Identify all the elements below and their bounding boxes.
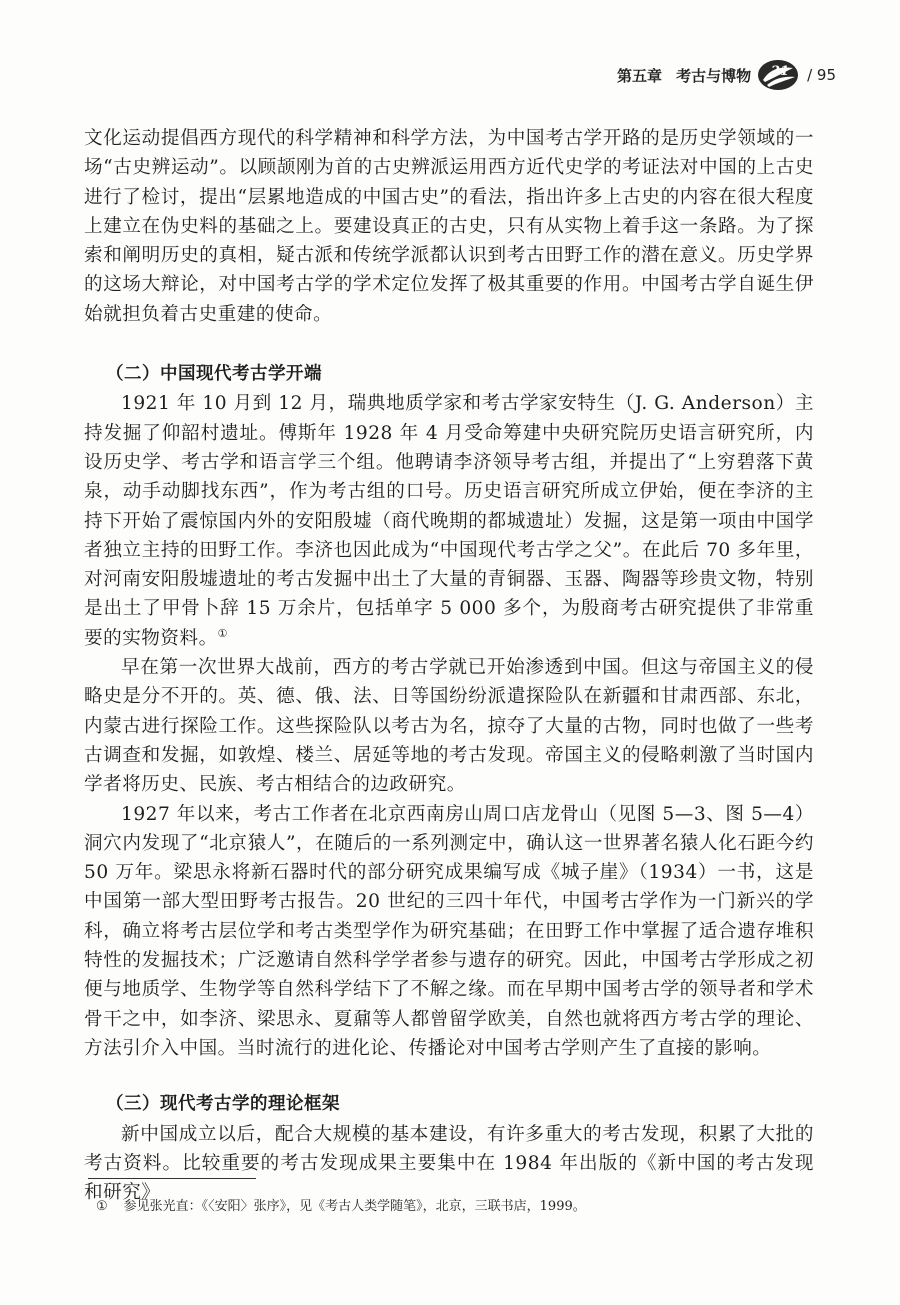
chapter-topic: 考古与博物 <box>676 66 752 85</box>
section-heading-2: （二）中国现代考古学开端 <box>106 364 322 385</box>
svg-text:21: 21 <box>771 64 790 79</box>
running-header <box>617 58 836 92</box>
page-body <box>84 124 814 1207</box>
paragraph-continuation: 文化运动提倡西方现代的科学精神和科学方法，为中国考古学开路的是历史学领域的一场“古史辨运动”。以顾颉刚为首的古史辨派运用西方近代史学的考证法对中国的上古史进行了检讨，提出“层累地造成的中国古史”的看法，指出许多上古史的内容在很大程度上建立在伪史料的基础之上。要建设真正的古史，只有从实物上着手这一条路。为了探索和阐明历史的真相，疑古派和传统学派都认识到考古田野工作的潜在意义。历史学界的这场大辩论，对中国考古学的学术定位发挥了极其重要的作用。中国考古学自诞生伊始就担负着古史重建的使命。 <box>84 128 814 325</box>
footnote-text: 参见张光直：《〈安阳〉张序》，见《考古人类学随笔》，北京，三联书店，1999。 <box>123 1199 586 1214</box>
paragraph-new-china: 新中国成立以后，配合大规模的基本建设，有许多重大的考古发现，积累了大批的考古资料。比较重要的考古发现成果主要集中在 1984 年出版的《新中国的考古发现和研究》 <box>84 1123 814 1204</box>
leaf-emblem-icon <box>757 58 799 92</box>
footnote-reference[interactable]: ① <box>217 626 229 640</box>
paragraph-peking-man: 1927 年以来，考古工作者在北京西南房山周口店龙骨山（见图 5—3、图 5—4）洞穴内发现了“北京猿人”，在随后的一系列测定中，确认这一世界著名猿人化石距今约 50 万年。梁思永将新石器时代的部分研究成果编写成《城子崖》（1934）一书，这是中国第一部大型田野考古报告。20 世纪的三四十年代，中国考古学作为一门新兴的学科，确立将考古层位学和考古类型学作为研究基础；在田野工作中掌握了适合遗存堆积特性的发掘技术；广泛邀请自然科学学者参与遗存的研究。因此，中国考古学形成之初便与地质学、生物学等自然科学结下了不解之缘。而在早期中国考古学的领导者和学术骨干之中，如李济、梁思永、夏鼐等人都曾留学欧美，自然也就将西方考古学的理论、方法引介入中国。当时流行的进化论、传播论对中国考古学则产生了直接的影响。 <box>84 803 814 1059</box>
chapter-label: 第五章 <box>617 66 663 85</box>
footnote-mark: ① <box>96 1199 108 1214</box>
footnote-divider <box>88 1178 256 1179</box>
footnote <box>96 1197 586 1217</box>
page-number: / 95 <box>807 66 836 84</box>
paragraph-anderson-text: 1921 年 10 月到 12 月，瑞典地质学家和考古学家安特生（J. G. Anderson）主持发掘了仰韶村遗址。傅斯年 1928 年 4 月受命筹建中央研究院历史语言研究所，内设历史学、考古学和语言学三个组。他聘请李济领导考古组，并提出了“上穷碧落下黄泉，动手动脚找东西”，作为考古组的口号。历史语言研究所成立伊始，便在李济的主持下开始了震惊国内外的安阳殷墟（商代晚期的都城遗址）发掘，这是第一项由中国学者独立主持的田野工作。李济也因此成为“中国现代考古学之父”。在此后 70 多年里，对河南安阳殷墟遗址的考古发掘中出土了大量的青铜器、玉器、陶器等珍贵文物，特别是出土了甲骨卜辞 15 万余片，包括单字 5 000 多个，为殷商考古研究提供了非常重要的实物资料。 <box>84 393 814 649</box>
paragraph-anderson <box>84 389 814 653</box>
section-heading-3: （三）现代考古学的理论框架 <box>106 1094 340 1115</box>
paragraph-imperialism: 早在第一次世界大战前，西方的考古学就已开始渗透到中国。但这与帝国主义的侵略史是分不开的。英、德、俄、法、日等国纷纷派遣探险队在新疆和甘肃西部、东北，内蒙古进行探险工作。这些探险队以考古为名，掠夺了大量的古物，同时也做了一些考古调查和发掘，如敦煌、楼兰、居延等地的考古发现。帝国主义的侵略刺激了当时国内学者将历史、民族、考古相结合的边政研究。 <box>84 657 814 796</box>
